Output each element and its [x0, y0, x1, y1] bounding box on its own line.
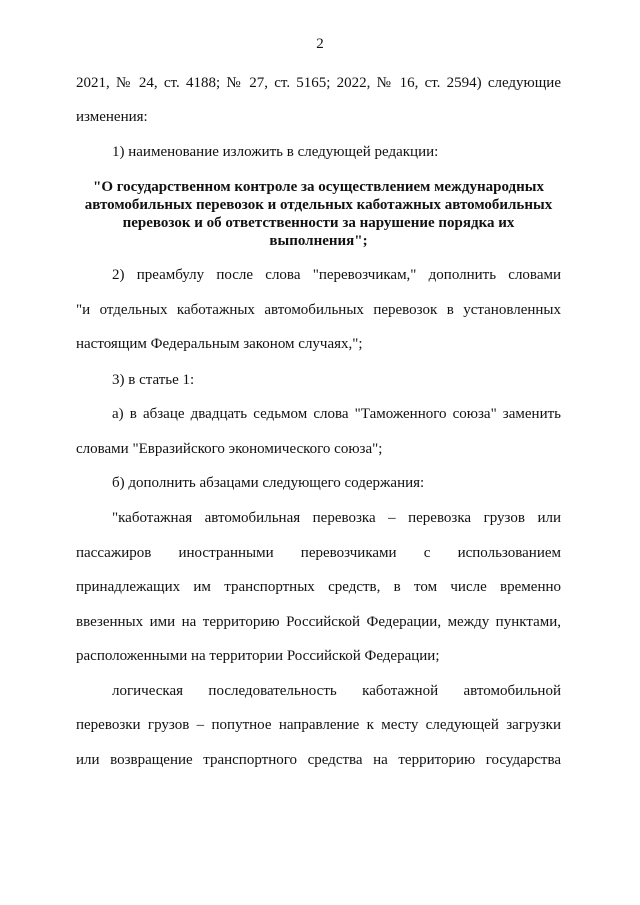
law-title-line: выполнения";	[269, 233, 368, 249]
law-title-line: перевозок и об ответственности за нарушение порядка их	[122, 215, 515, 231]
paragraph-line: настоящим Федеральным законом случаях,";	[76, 336, 363, 352]
law-title-line: "О государственном контроле за осуществлением международных	[93, 179, 544, 195]
paragraph-line: "и отдельных каботажных автомобильных перевозок в установленных	[76, 302, 561, 318]
paragraph-line: 2021, № 24, ст. 4188; № 27, ст. 5165; 2022, № 16, ст. 2594) следующие	[76, 75, 561, 91]
paragraph-line: а) в абзаце двадцать седьмом слова "Таможенного союза" заменить	[112, 406, 561, 422]
paragraph-line: логическая последовательность каботажной автомобильной	[112, 683, 561, 699]
paragraph-line: перевозки грузов – попутное направление к месту следующей загрузки	[76, 717, 561, 733]
paragraph-line: словами "Евразийского экономического союза";	[76, 441, 383, 457]
paragraph-line: пассажиров иностранными перевозчиками с использованием	[76, 545, 561, 561]
paragraph-line: 3) в статье 1:	[112, 372, 195, 388]
paragraph-line: или возвращение транспортного средства на территорию государства	[76, 752, 561, 768]
paragraph-line: 2) преамбулу после слова "перевозчикам," дополнить словами	[112, 267, 561, 283]
law-title-line: автомобильных перевозок и отдельных каботажных автомобильных	[84, 197, 553, 213]
paragraph-line: ввезенных ими на территорию Российской Федерации, между пунктами,	[76, 614, 561, 630]
paragraph-line: 1) наименование изложить в следующей редакции:	[112, 144, 439, 160]
paragraph-line: принадлежащих им транспортных средств, в том числе временно	[76, 579, 561, 595]
paragraph-line: изменения:	[76, 109, 148, 125]
law-title	[76, 178, 561, 250]
paragraph-line: б) дополнить абзацами следующего содержания:	[112, 475, 425, 491]
page-number: 2	[316, 36, 324, 52]
paragraph-line: "каботажная автомобильная перевозка – перевозка грузов или	[112, 510, 561, 526]
paragraph-line: расположенными на территории Российской Федерации;	[76, 648, 440, 664]
